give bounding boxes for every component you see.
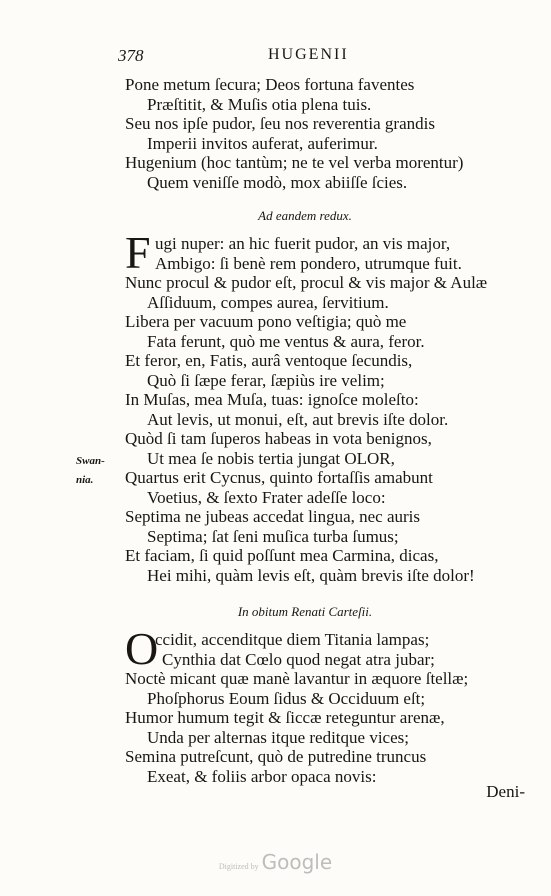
verse-line: Quartus erit Cycnus, quinto fortaſſis amabunt [125,468,433,487]
verse-line: Nunc procul & pudor eſt, procul & vis major & Aulæ [125,273,488,292]
verse-line: Quòd ſi tam ſuperos habeas in vota benignos, [125,429,432,448]
verse-line-rest: ccidit, accenditque diem Titania lampas; [155,630,430,649]
verse-line: In Muſas, mea Muſa, tuas: ignoſce moleſto: [125,390,419,409]
page-header [118,46,498,70]
digitized-label: Digitized by [218,862,259,871]
verse-line: Exeat, & foliis arbor opaca novis: [147,766,377,786]
page-number: 378 [118,46,144,65]
verse-line: Hugenium (hoc tantùm; ne te vel verba morentur) [125,153,464,172]
verse-line: Fata ferunt, quò me ventus & aura, feror. [147,331,425,351]
verse-line: Præſtitit, & Muſis otia plena tuis. [147,94,372,114]
poem-1 [125,75,525,192]
verse-line: Humor humum tegit & ſiccæ reteguntur arenæ, [125,708,445,727]
verse-line: Septima; ſat ſeni muſica turba ſumus; [147,526,399,546]
poem-2 [125,202,525,585]
catchword: Deni- [486,782,525,801]
verse-line: Quem veniſſe modò, mox abiiſſe ſcies. [147,172,408,192]
poem-3 [125,598,525,786]
running-head: HUGENII [268,46,349,63]
verse-line: Pone metum ſecura; Deos fortuna faventes [125,75,415,94]
verse-line: Septima ne jubeas accedat lingua, nec auris [125,507,421,526]
poem-title: In obitum Renati Carteſii. [237,604,373,619]
verse-line: Et faciam, ſi quid poſſunt mea Carmina, dicas, [125,546,439,565]
google-logo-text: Google [261,850,333,874]
verse-line: Ut mea ſe nobis tertia jungat OLOR, [147,448,395,468]
drop-cap: O [125,623,159,674]
verse-line: Voetius, & ſexto Frater adeſſe loco: [147,487,386,507]
verse-line: Seu nos ipſe pudor, ſeu nos reverentia grandis [125,114,435,133]
verse-line: Imperii invitos auferat, auferimur. [147,133,378,153]
verse-line: Ambigo: ſi benè rem pondero, utrumque fuit. [155,253,462,273]
verse-line: Cynthia dat Cœlo quod negat atra jubar; [162,649,435,669]
verse-line: Quò ſi ſæpe ferar, ſæpiùs ire velim; [147,370,385,390]
verse-line: Semina putreſcunt, quò de putredine truncus [125,747,427,766]
margin-note: Swan- [76,455,105,467]
verse-line: Et feror, en, Fatis, aurâ ventoque ſecundis, [125,351,413,370]
verse-line: Unda per alternas itque reditque vices; [147,727,409,747]
verse-line: Hei mihi, quàm levis eſt, quàm brevis iſte dolor! [147,565,475,585]
verse-line-rest: ugi nuper: an hic fuerit pudor, an vis major, [155,234,451,253]
verse-line: Noctè micant quæ manè lavantur in æquore ſtellæ; [125,669,469,688]
verse-line: Aut levis, ut monui, eſt, aut brevis iſte dolor. [147,409,449,429]
digitization-watermark [0,850,551,874]
verse-line: Aſſiduum, compes aurea, ſervitium. [147,292,389,312]
margin-note: nia. [76,474,94,486]
verse-line: Libera per vacuum pono veſtigia; quò me [125,312,407,331]
drop-cap: F [125,227,151,278]
verse-line: Phoſphorus Eoum ſidus & Occiduum eſt; [147,688,426,708]
poem-title: Ad eandem redux. [258,208,352,223]
